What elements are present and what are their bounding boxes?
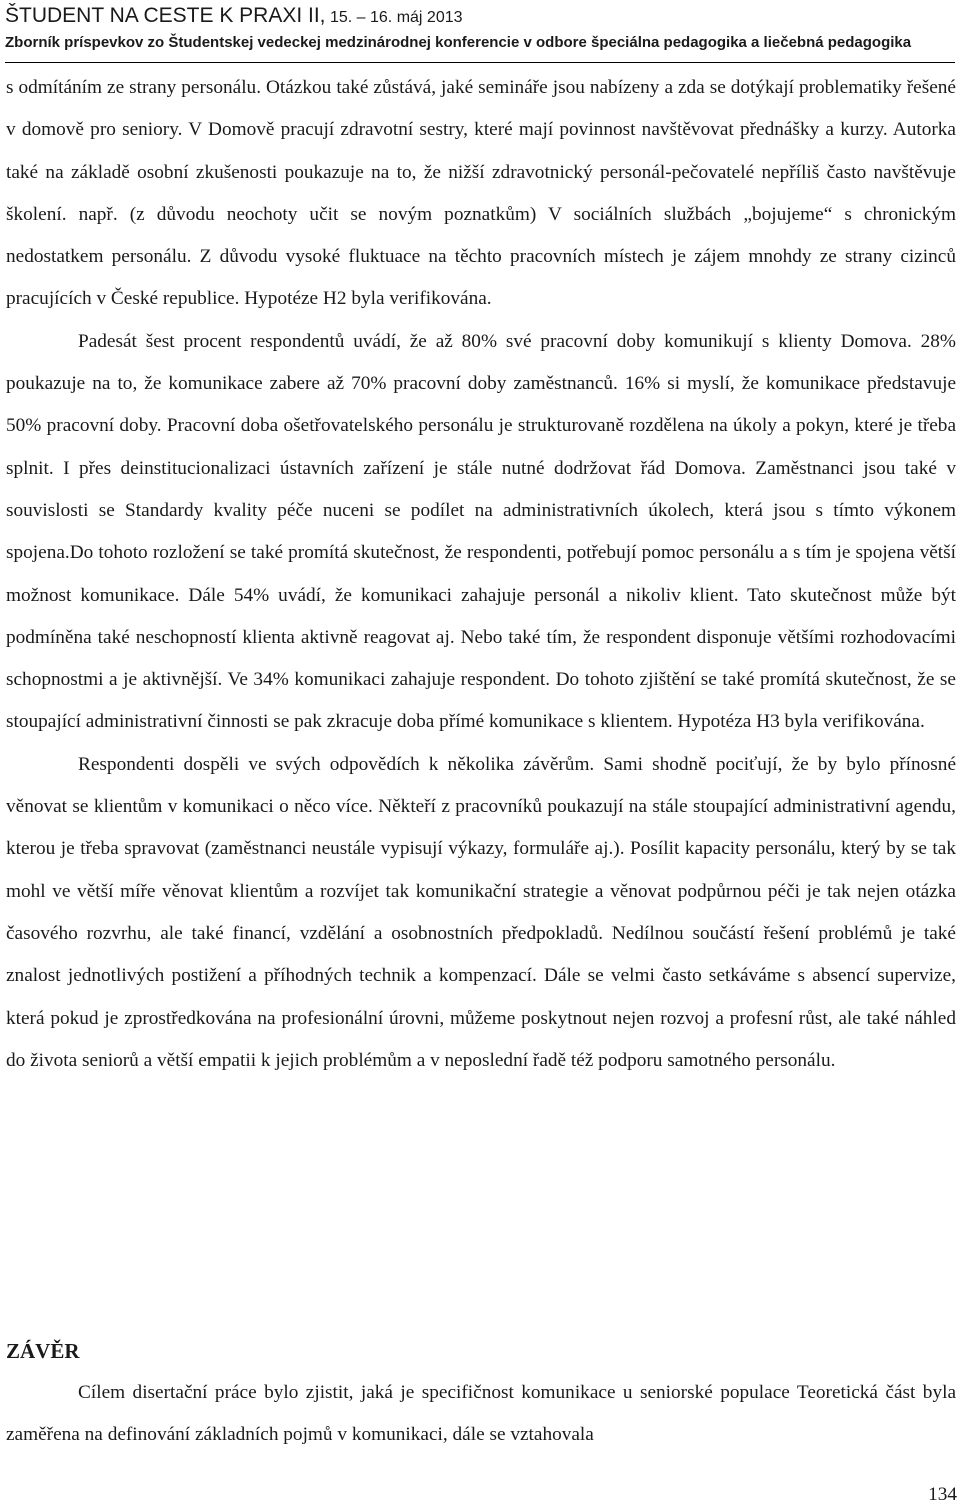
conference-header: [5, 2, 955, 52]
conference-title: [5, 2, 955, 32]
paragraph-communication-share: Padesát šest procent respondentů uvádí, že až 80% své pracovní doby komunikují s klienty Domova. 28% poukazuje na to, že komunikace zabere až 70% pracovní doby zaměstnanců. 16% si myslí, že komunikace představuje 50% pracovní doby. Pracovní doba ošetřovatelského personálu je strukturovaně rozdělena na úkoly a pokyn, které je třeba splnit. I přes deinstitucionalizaci ústavních zařízení je stále nutné dodržovat řád Domova. Zaměstnanci jsou také v souvislosti se Standardy kvality péče nuceni se podílet na administrativních úkolech, která jsou s tímto výkonem spojena.Do tohoto rozložení se také promítá skutečnost, že respondenti, potřebují pomoc personálu a s tím je spojena větší možnost komunikace. Dále 54% uvádí, že komunikaci zahajuje personál a nikoliv klient. Tato skutečnost může být podmíněna také neschopností klienta aktivně reagovat aj. Nebo také tím, že respondent disponuje většími rozhodovacími schopnostmi a je aktivnější. Ve 34% komunikaci zahajuje respondent. Do tohoto zjištění se také promítá skutečnost, že se stoupající administrativní činnosti se pak zkracuje doba přímé komunikace s klientem. Hypotéza H3 byla verifikována.: [6, 330, 956, 733]
page-number: 134: [928, 1484, 957, 1505]
conclusion-paragraph: Cílem disertační práce bylo zjistit, jaká je specifičnost komunikace u seniorské populace Teoretická část byla zaměřena na definování základních pojmů v komunikaci, dále se vztahovala: [6, 1382, 956, 1446]
article-body: [6, 67, 956, 1082]
conference-dates: 15. – 16. máj 2013: [325, 9, 463, 26]
paragraph-continuation: s odmítáním ze strany personálu. Otázkou také zůstává, jaké semináře jsou nabízeny a zda se dotýkají problematiky řešené v domově pro seniory. V Domově pracují zdravotní sestry, které mají povinnost navštěvovat přednášky a kurzy. Autorka také na základě osobní zkušenosti poukazuje na to, že nižší zdravotnický personál-pečovatelé nepříliš často navštěvuje školení. např. (z důvodu neochoty učit se novým poznatkům) V sociálních službách „bojujeme“ s chronickým nedostatkem personálu. Z důvodu vysoké fluktuace na těchto pracovních místech je zájem mnohdy ze strany cizinců pracujících v České republice. Hypotéze H2 byla verifikována.: [6, 77, 956, 310]
paragraph-respondent-conclusions: Respondenti dospěli ve svých odpovědích k několika závěrům. Sami shodně pociťují, že by bylo přínosné věnovat se klientům v komunikaci o něco více. Někteří z pracovníků poukazují na stále stoupající administrativní agendu, kterou je třeba spravovat (zaměstnanci neustále vypisují výkazy, formuláře aj.). Posílit kapacity personálu, který by se tak mohl ve větší míře věnovat klientům a rozvíjet tak komunikační strategie a věnovat podpůrnou péči je tak nejen otázka časového rozvrhu, ale také financí, vzdělání a osobnostních předpokladů. Nedílnou součástí řešení problémů je také znalost jednotlivých postižení a příhodných technik a kompenzací. Dále se velmi často setkáváme s absencí supervize, která pokud je zprostředkována na profesionální úrovni, můžeme poskytnout nejen rozvoj a profesní růst, ale také náhled do života seniorů a větší empatii k jejich problémům a v neposlední řadě též podporu samotného personálu.: [6, 753, 956, 1071]
proceedings-subtitle: Zborník príspevkov zo Študentskej vedeckej medzinárodnej konferencie v odbore špeciálna pedagogika a liečebná pedagogika: [5, 34, 912, 51]
conference-name: ŠTUDENT NA CESTE K PRAXI II,: [5, 4, 326, 27]
header-divider: [5, 62, 955, 63]
section-heading: ZÁVĚR: [6, 1339, 80, 1363]
